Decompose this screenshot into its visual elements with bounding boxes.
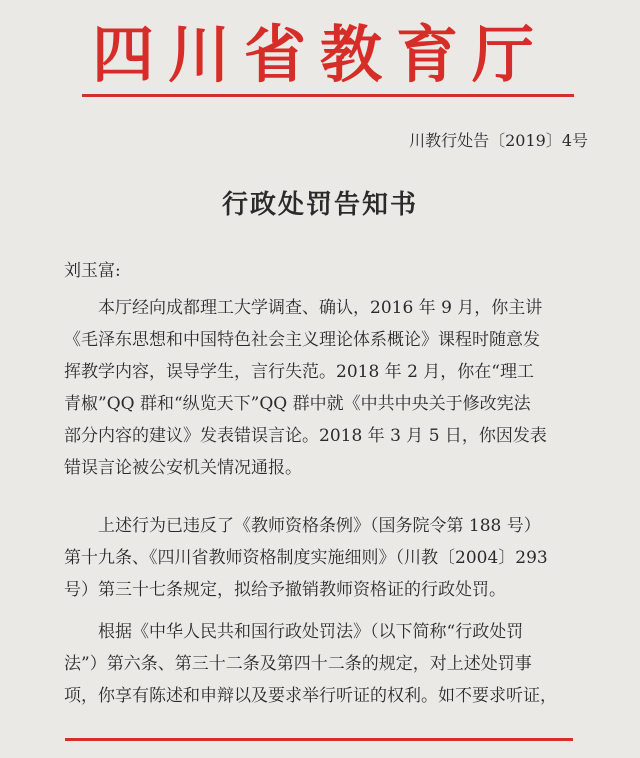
- addressee: 刘玉富:: [64, 261, 121, 281]
- footer-red-rule: [65, 738, 573, 741]
- paragraph-line: 第十九条、《四川省教师资格制度实施细则》（川教〔2004〕293: [64, 548, 548, 568]
- document-title: 行政处罚告知书: [221, 190, 418, 220]
- paragraph-line: 本厅经向成都理工大学调查、确认，2016 年 9 月，你主讲: [98, 298, 543, 318]
- paragraph-rights: [64, 616, 574, 712]
- paragraph-findings: [64, 292, 574, 484]
- paragraph-line: 号）第三十七条规定，拟给予撤销教师资格证的行政处罚。: [64, 580, 506, 600]
- paragraph-line: 法”）第六条、第三十二条及第四十二条的规定，对上述处罚事: [64, 654, 532, 674]
- paragraph-violation: [64, 510, 574, 606]
- letterhead-red-rule: [82, 94, 574, 97]
- paragraph-line: 上述行为已违反了《教师资格条例》（国务院令第 188 号）: [98, 516, 541, 536]
- paragraph-line: 部分内容的建议》发表错误言论。2018 年 3 月 5 日，你因发表: [64, 426, 547, 446]
- paragraph-line: 挥教学内容，误导学生，言行失范。2018 年 2 月，你在“理工: [64, 362, 534, 382]
- paragraph-line: 根据《中华人民共和国行政处罚法》（以下简称“行政处罚: [98, 622, 524, 642]
- letterhead-org-name: 四川省教育厅: [91, 18, 548, 91]
- paragraph-line: 项，你享有陈述和申辩以及要求举行听证的权利。如不要求听证，: [64, 686, 557, 706]
- paragraph-line: 错误言论被公安机关情况通报。: [64, 458, 302, 478]
- document-number: 川教行处告〔2019〕4号: [409, 131, 588, 150]
- paragraph-line: 青椒”QQ 群和“纵览天下”QQ 群中就《中共中央关于修改宪法: [64, 394, 531, 414]
- paragraph-line: 《毛泽东思想和中国特色社会主义理论体系概论》课程时随意发: [64, 330, 540, 350]
